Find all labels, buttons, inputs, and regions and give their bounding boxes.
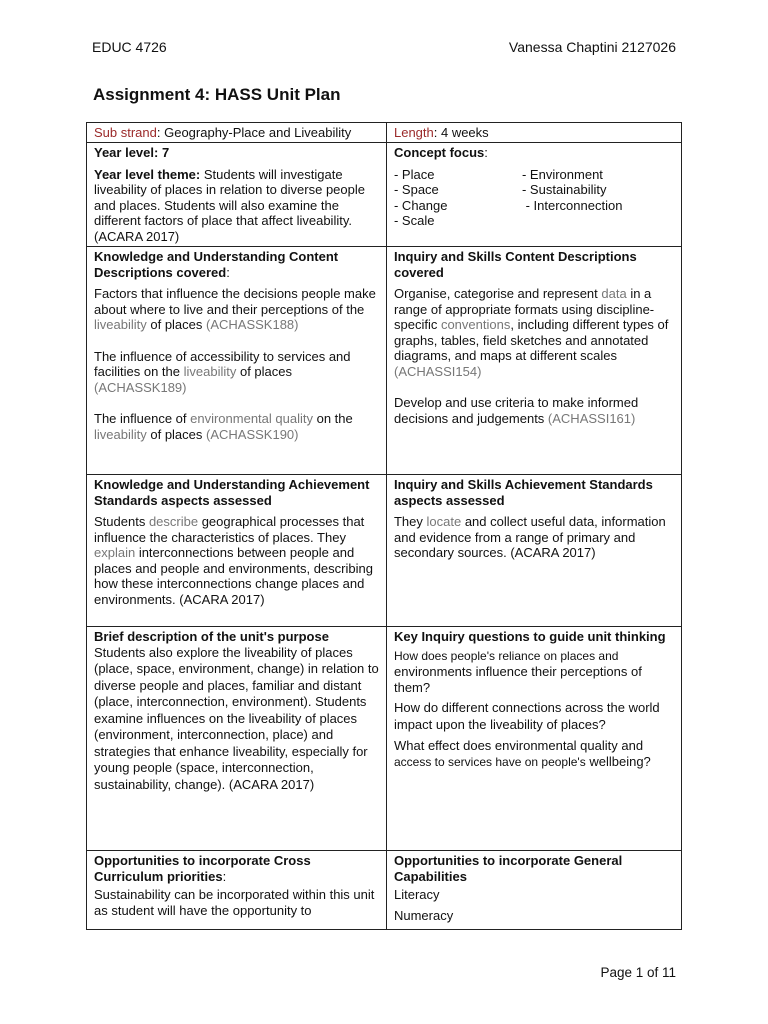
general-capabilities-heading: Opportunities to incorporate General Capabilities xyxy=(393,853,623,884)
year-level-theme xyxy=(94,167,380,245)
concept-focus-heading xyxy=(394,145,675,161)
ku-heading-text: Knowledge and Understanding Content Descriptions covered xyxy=(94,249,339,280)
table-row xyxy=(87,143,681,247)
ku-content-heading xyxy=(94,249,380,280)
is-standards-heading: Inquiry and Skills Achievement Standards aspects assessed xyxy=(393,477,653,508)
concept-row xyxy=(394,213,675,229)
table-row xyxy=(87,627,681,851)
concept-colon: : xyxy=(484,145,488,160)
length-value: : 4 weeks xyxy=(433,125,489,140)
ku-standards-text: Students describe geographical processes that influence the characteristics of places. They explain interconnections between people and places and people and environments, describing how these interconnections change places and environments. (ACARA 2017) xyxy=(94,514,373,607)
table-row xyxy=(87,851,681,929)
ku-desc-2: The influence of accessibility to services and facilities on the liveability of places (ACHASSK189) xyxy=(94,348,351,395)
concept-focus-cell xyxy=(387,143,681,246)
concept-item: - Change xyxy=(393,197,448,213)
table-row xyxy=(87,247,681,475)
concept-row xyxy=(394,167,675,183)
inquiry-question-1: How does people's reliance on places and environments influence their perceptions of them? xyxy=(393,648,642,695)
concept-item: - Place xyxy=(393,166,435,182)
theme-text: Students will investigate liveability of places in relation to diverse people and places. Students will also examine the different factors of place that affect liveability. (ACARA 2017) xyxy=(94,166,365,244)
is-standards-text: They locate and collect useful data, information and evidence from a range of primary and secondary sources. (ACARA 2017) xyxy=(393,514,666,560)
inquiry-question-2: How do different connections across the world impact upon the liveability of places? xyxy=(393,700,660,732)
substrand-label: Sub strand xyxy=(94,125,157,140)
course-code: EDUC 4726 xyxy=(92,39,167,55)
is-content-heading: Inquiry and Skills Content Descriptions covered xyxy=(393,249,637,280)
cross-curriculum-heading: Opportunities to incorporate Cross Curriculum priorities: xyxy=(94,853,311,884)
concept-item: - Interconnection xyxy=(521,197,623,213)
ku-content-cell xyxy=(87,247,387,474)
page-title: Assignment 4: HASS Unit Plan xyxy=(93,85,341,104)
year-level: Year level: 7 xyxy=(94,145,170,160)
unit-plan-table xyxy=(86,122,682,930)
cross-curriculum-cell xyxy=(87,851,387,929)
page-number: Page 1 of 11 xyxy=(600,965,676,980)
table-row xyxy=(87,475,681,627)
concept-row xyxy=(394,182,675,198)
concept-label: Concept focus xyxy=(393,145,485,160)
concept-row xyxy=(394,198,675,214)
ku-standards-cell xyxy=(87,475,387,626)
general-capabilities-cell xyxy=(387,851,681,929)
key-inquiry-cell xyxy=(387,627,681,850)
capability-item: Numeracy xyxy=(393,907,454,923)
substrand-cell xyxy=(87,123,387,142)
concept-item: - Scale xyxy=(393,213,435,228)
is-desc-1: Organise, categorise and represent data in a range of appropriate formats using discipline-specific conventions, including different types of graphs, tables, field sketches and annotated diagrams, and maps at different scales (ACHASSI154) xyxy=(393,286,669,379)
purpose-text: Students also explore the liveability of places (place, space, environment, change) in relation to diverse people and places, familiar and distant (place, interconnection, environment). Students examine influences on the liveability of places (environment, interconnection, place) and strategies that enhance liveability, especially for young people (space, interconnection, sustainability, change). (ACARA 2017) xyxy=(94,644,379,792)
is-standards-cell xyxy=(387,475,681,626)
year-level-cell xyxy=(87,143,387,246)
ku-heading-colon: : xyxy=(226,264,230,280)
concept-item: - Sustainability xyxy=(521,182,607,197)
length-label: Length xyxy=(393,125,434,140)
cross-curriculum-text: Sustainability can be incorporated within this unit as student will have the opportunity to xyxy=(94,887,375,918)
purpose-heading: Brief description of the unit's purpose xyxy=(94,629,329,644)
substrand-value: : Geography-Place and Liveability xyxy=(156,125,352,140)
ku-standards-heading: Knowledge and Understanding Achievement Standards aspects assessed xyxy=(94,477,370,508)
is-content-cell xyxy=(387,247,681,474)
length-cell xyxy=(387,123,681,142)
inquiry-question-3: What effect does environmental quality and access to services have on people's wellbeing? xyxy=(393,738,651,769)
table-row xyxy=(87,123,681,143)
theme-label: Year level theme: xyxy=(94,166,201,182)
concept-item: - Environment xyxy=(521,166,603,182)
concept-item: - Space xyxy=(393,182,439,197)
capability-item: Literacy xyxy=(393,887,440,902)
key-inquiry-heading: Key Inquiry questions to guide unit thinking xyxy=(393,629,666,644)
is-desc-2: Develop and use criteria to make informed decisions and judgements (ACHASSI161) xyxy=(393,395,639,426)
ku-desc-1: Factors that influence the decisions people make about where to live and their perceptions of the liveability of places (ACHASSK188) xyxy=(94,286,376,332)
author-name: Vanessa Chaptini 2127026 xyxy=(508,39,676,55)
ku-desc-3: The influence of environmental quality on the liveability of places (ACHASSK190) xyxy=(94,411,353,442)
purpose-cell xyxy=(87,627,387,850)
